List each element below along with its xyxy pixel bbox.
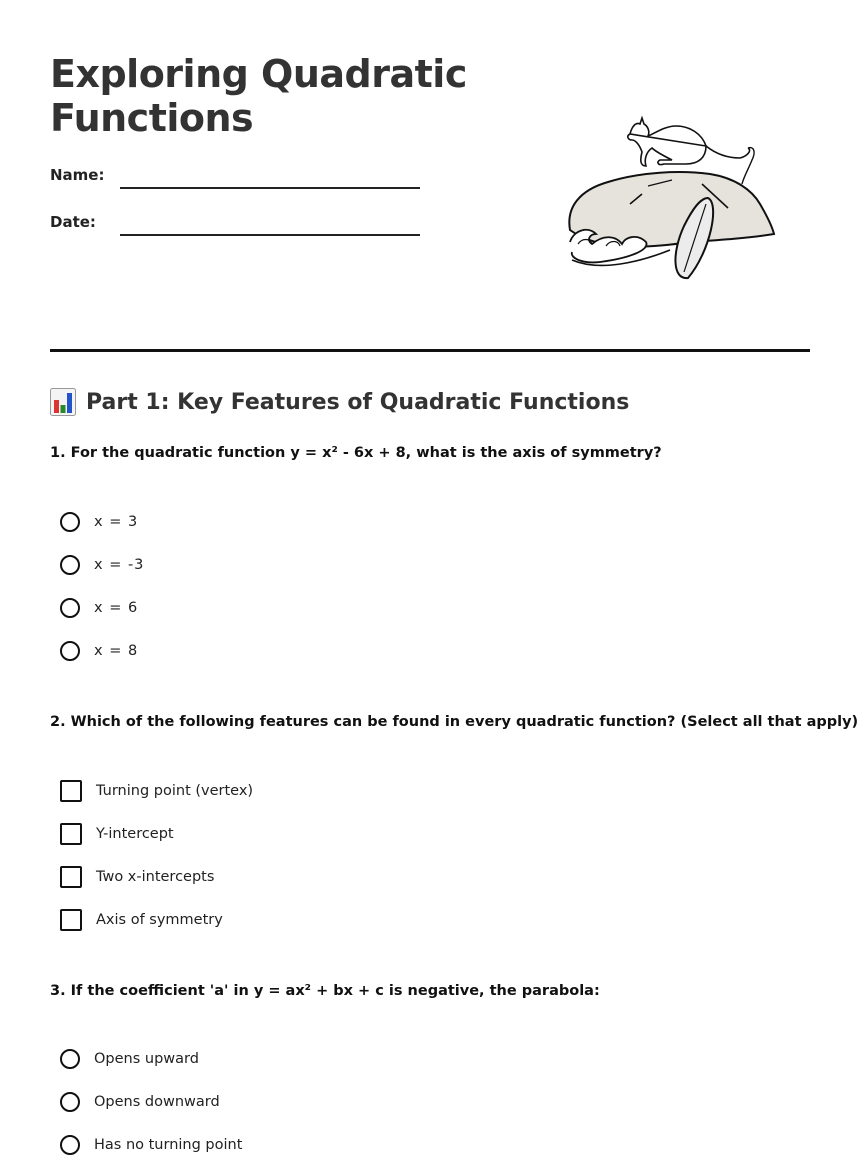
part1-heading-text: Part 1: Key Features of Quadratic Functions	[86, 389, 630, 415]
worksheet-title	[50, 52, 467, 140]
option-label: Opens downward	[94, 1094, 220, 1110]
radio-button[interactable]	[60, 1049, 80, 1069]
bar-chart-icon	[50, 388, 76, 416]
q2-option-1[interactable]	[60, 778, 253, 804]
date-label: Date:	[50, 213, 96, 231]
radio-button[interactable]	[60, 598, 80, 618]
name-input-line[interactable]	[120, 187, 420, 189]
header-divider	[50, 349, 810, 352]
option-label: Y-intercept	[96, 826, 174, 842]
option-label: Axis of symmetry	[96, 912, 223, 928]
q1-option-4[interactable]	[60, 638, 138, 664]
q1-option-2[interactable]	[60, 552, 144, 578]
q3-option-3[interactable]	[60, 1132, 242, 1158]
checkbox[interactable]	[60, 909, 82, 931]
radio-button[interactable]	[60, 555, 80, 575]
q3-option-2[interactable]	[60, 1089, 220, 1115]
q2-option-3[interactable]	[60, 864, 214, 890]
q3-option-1[interactable]	[60, 1046, 199, 1072]
part1-heading	[50, 388, 629, 416]
radio-button[interactable]	[60, 1135, 80, 1155]
checkbox[interactable]	[60, 866, 82, 888]
radio-button[interactable]	[60, 1092, 80, 1112]
title-line-2: Functions	[50, 96, 254, 140]
option-label: Opens upward	[94, 1051, 199, 1067]
option-label: Has no turning point	[94, 1137, 243, 1153]
question-2-text: 2. Which of the following features can be found in every quadratic function? (Select all that apply)	[50, 714, 859, 730]
q2-option-4[interactable]	[60, 907, 223, 933]
option-label: Two x-intercepts	[96, 869, 215, 885]
radio-button[interactable]	[60, 512, 80, 532]
checkbox[interactable]	[60, 780, 82, 802]
question-3-text: 3. If the coefficient 'a' in y = ax² + bx + c is negative, the parabola:	[50, 983, 600, 999]
q1-option-1[interactable]	[60, 509, 138, 535]
checkbox[interactable]	[60, 823, 82, 845]
q1-option-3[interactable]	[60, 595, 138, 621]
radio-button[interactable]	[60, 641, 80, 661]
option-label: x = 3	[94, 514, 139, 530]
q2-option-2[interactable]	[60, 821, 174, 847]
question-1-text: 1. For the quadratic function y = x² - 6x + 8, what is the axis of symmetry?	[50, 445, 662, 461]
kangaroo-rock-illustration-icon	[560, 112, 780, 284]
option-label: x = 8	[94, 643, 139, 659]
option-label: Turning point (vertex)	[96, 783, 254, 799]
date-input-line[interactable]	[120, 234, 420, 236]
option-label: x = 6	[94, 600, 139, 616]
name-label: Name:	[50, 166, 105, 184]
option-label: x = -3	[94, 557, 145, 573]
title-line-1: Exploring Quadratic	[50, 52, 467, 96]
